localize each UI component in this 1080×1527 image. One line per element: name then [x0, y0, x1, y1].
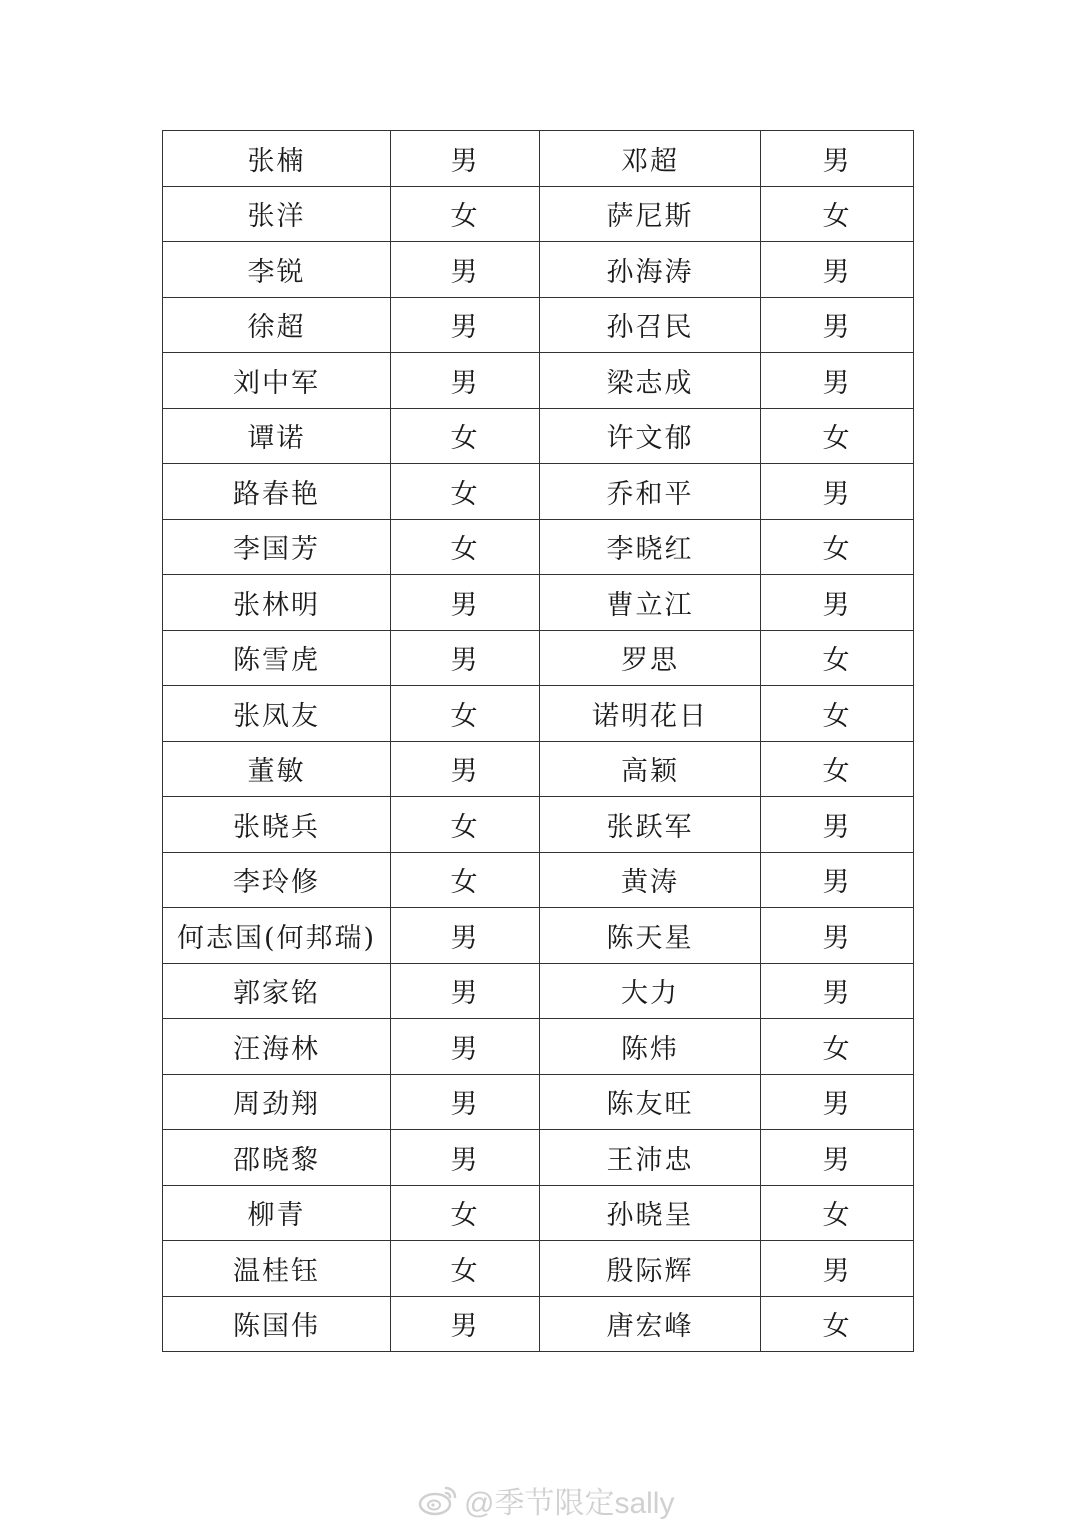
name-cell: 曹立江 — [540, 575, 761, 631]
table-row — [163, 353, 914, 409]
name-cell: 路春艳 — [163, 464, 391, 520]
gender-cell: 女 — [761, 1019, 914, 1075]
gender-cell: 女 — [761, 1296, 914, 1352]
table-row — [163, 963, 914, 1019]
name-cell: 王沛忠 — [540, 1130, 761, 1186]
name-cell: 邓超 — [540, 131, 761, 187]
table-row — [163, 575, 914, 631]
name-cell: 大力 — [540, 963, 761, 1019]
name-cell: 温桂钰 — [163, 1241, 391, 1297]
gender-cell: 女 — [391, 797, 540, 853]
gender-cell: 女 — [761, 630, 914, 686]
weibo-icon — [418, 1483, 458, 1517]
name-gender-table — [162, 130, 914, 1352]
table-row — [163, 408, 914, 464]
gender-cell: 女 — [391, 464, 540, 520]
gender-cell: 男 — [391, 575, 540, 631]
name-cell: 李国芳 — [163, 519, 391, 575]
watermark — [418, 1478, 674, 1522]
table-row — [163, 186, 914, 242]
name-cell: 孙海涛 — [540, 242, 761, 298]
name-cell: 张洋 — [163, 186, 391, 242]
table-row — [163, 242, 914, 298]
name-cell: 陈友旺 — [540, 1074, 761, 1130]
gender-cell: 男 — [761, 297, 914, 353]
gender-cell: 女 — [761, 519, 914, 575]
gender-cell: 男 — [761, 131, 914, 187]
gender-cell: 男 — [761, 1074, 914, 1130]
gender-cell: 男 — [391, 1296, 540, 1352]
gender-cell: 女 — [761, 186, 914, 242]
gender-cell: 男 — [391, 242, 540, 298]
gender-cell: 男 — [761, 575, 914, 631]
gender-cell: 男 — [761, 852, 914, 908]
name-cell: 孙召民 — [540, 297, 761, 353]
name-cell: 董敏 — [163, 741, 391, 797]
table-body — [163, 131, 914, 1352]
gender-cell: 女 — [391, 186, 540, 242]
name-cell: 陈雪虎 — [163, 630, 391, 686]
name-cell: 许文郁 — [540, 408, 761, 464]
name-cell: 李锐 — [163, 242, 391, 298]
gender-cell: 女 — [761, 1185, 914, 1241]
gender-cell: 女 — [391, 408, 540, 464]
table-row — [163, 630, 914, 686]
name-cell: 孙晓呈 — [540, 1185, 761, 1241]
table-row — [163, 1296, 914, 1352]
name-cell: 李玲修 — [163, 852, 391, 908]
name-cell: 殷际辉 — [540, 1241, 761, 1297]
name-cell: 张跃军 — [540, 797, 761, 853]
name-cell: 高颖 — [540, 741, 761, 797]
watermark-text: @季节限定sally — [464, 1487, 675, 1520]
gender-cell: 男 — [391, 1074, 540, 1130]
name-cell: 何志国(何邦瑞) — [163, 908, 391, 964]
gender-cell: 男 — [391, 297, 540, 353]
name-cell: 张楠 — [163, 131, 391, 187]
gender-cell: 男 — [391, 1130, 540, 1186]
name-cell: 李晓红 — [540, 519, 761, 575]
gender-cell: 男 — [391, 131, 540, 187]
table-row — [163, 1019, 914, 1075]
name-cell: 周劲翔 — [163, 1074, 391, 1130]
gender-cell: 男 — [391, 908, 540, 964]
gender-cell: 男 — [391, 353, 540, 409]
gender-cell: 男 — [391, 741, 540, 797]
gender-cell: 男 — [391, 963, 540, 1019]
table-row — [163, 1074, 914, 1130]
gender-cell: 男 — [761, 464, 914, 520]
gender-cell: 女 — [761, 741, 914, 797]
name-cell: 柳青 — [163, 1185, 391, 1241]
gender-cell: 女 — [761, 408, 914, 464]
name-cell: 萨尼斯 — [540, 186, 761, 242]
table-row — [163, 519, 914, 575]
name-cell: 汪海林 — [163, 1019, 391, 1075]
gender-cell: 女 — [391, 686, 540, 742]
gender-cell: 女 — [391, 1241, 540, 1297]
table-row — [163, 1241, 914, 1297]
table-row — [163, 797, 914, 853]
gender-cell: 男 — [761, 353, 914, 409]
table-row — [163, 741, 914, 797]
table-row — [163, 852, 914, 908]
name-cell: 陈国伟 — [163, 1296, 391, 1352]
name-cell: 徐超 — [163, 297, 391, 353]
gender-cell: 女 — [761, 686, 914, 742]
name-cell: 唐宏峰 — [540, 1296, 761, 1352]
table-row — [163, 686, 914, 742]
table-row — [163, 1130, 914, 1186]
name-cell: 邵晓黎 — [163, 1130, 391, 1186]
name-cell: 张凤友 — [163, 686, 391, 742]
name-cell: 刘中军 — [163, 353, 391, 409]
gender-cell: 男 — [391, 1019, 540, 1075]
name-cell: 乔和平 — [540, 464, 761, 520]
name-cell: 谭诺 — [163, 408, 391, 464]
gender-cell: 男 — [761, 1130, 914, 1186]
name-cell: 黄涛 — [540, 852, 761, 908]
gender-cell: 男 — [761, 1241, 914, 1297]
table-row — [163, 131, 914, 187]
name-cell: 陈炜 — [540, 1019, 761, 1075]
gender-cell: 男 — [761, 797, 914, 853]
name-cell: 张林明 — [163, 575, 391, 631]
name-cell: 郭家铭 — [163, 963, 391, 1019]
name-cell: 罗思 — [540, 630, 761, 686]
table-row — [163, 464, 914, 520]
table-row — [163, 297, 914, 353]
name-cell: 梁志成 — [540, 353, 761, 409]
gender-cell: 女 — [391, 852, 540, 908]
gender-cell: 女 — [391, 519, 540, 575]
table-row — [163, 1185, 914, 1241]
name-cell: 诺明花日 — [540, 686, 761, 742]
gender-cell: 女 — [391, 1185, 540, 1241]
table-row — [163, 908, 914, 964]
gender-cell: 男 — [761, 963, 914, 1019]
gender-cell: 男 — [761, 908, 914, 964]
name-cell: 张晓兵 — [163, 797, 391, 853]
gender-cell: 男 — [761, 242, 914, 298]
name-cell: 陈天星 — [540, 908, 761, 964]
gender-cell: 男 — [391, 630, 540, 686]
